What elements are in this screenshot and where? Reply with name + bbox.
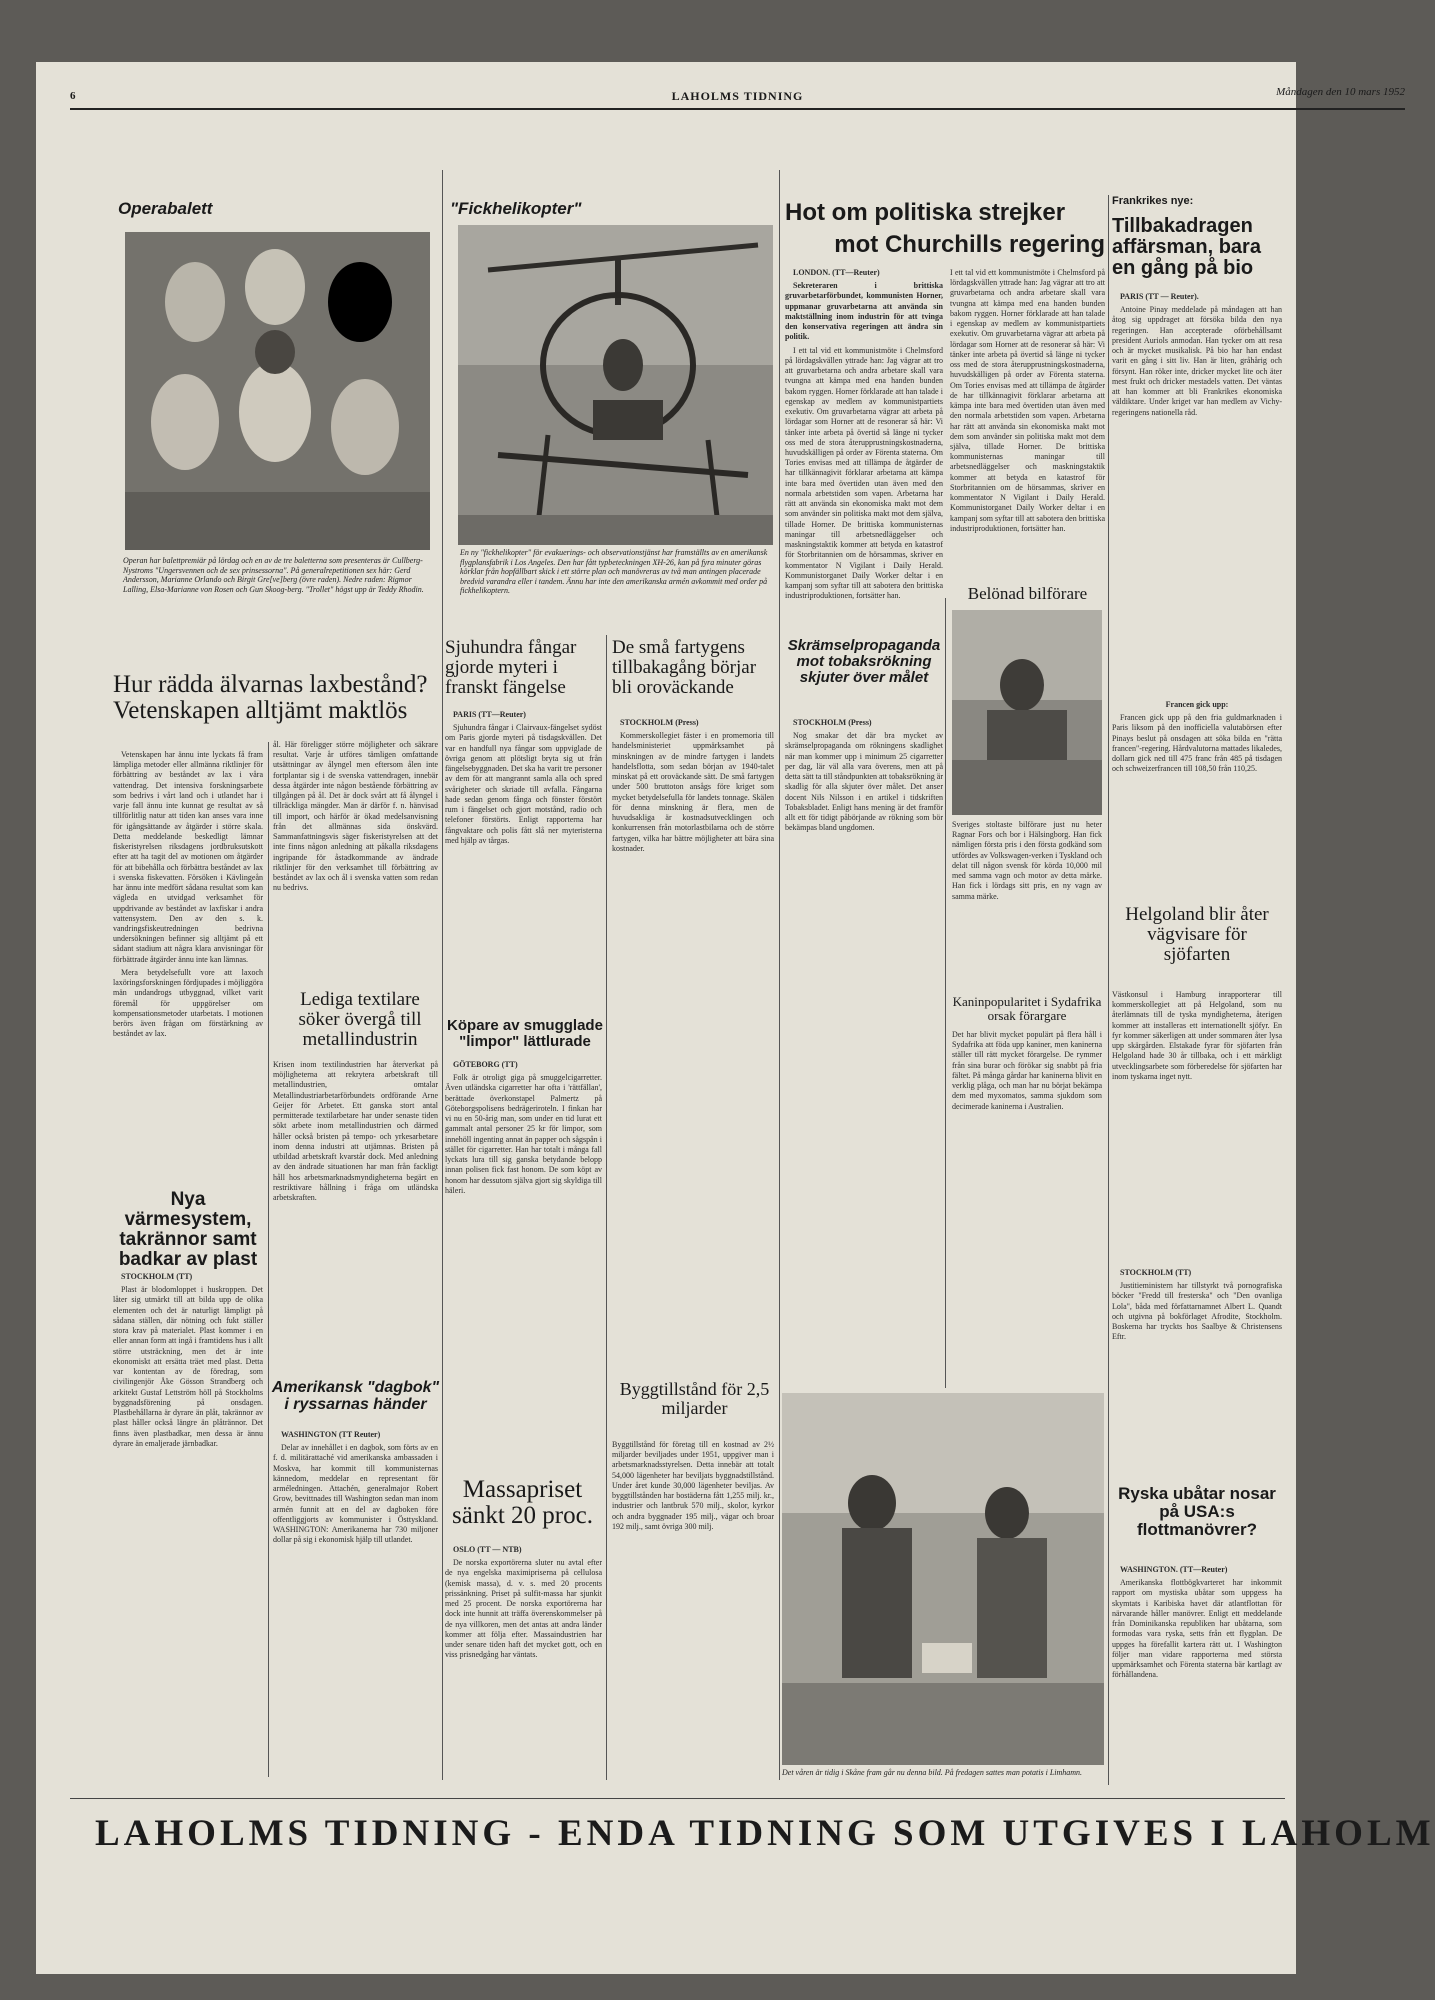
sjuhundra-dateline: PARIS (TT—Reuter) — [453, 710, 526, 719]
potato-planting-photo — [782, 1393, 1104, 1765]
ubatar-text: Amerikanska flottbögkvarteret har inkommit rapport om mystiska ubåtar som uppgess ha skymtats i Karibiska havet där atlantflottan för närvarande håller manövrer. Enligt ett meddelande från Dominikanska republiken har ubåtarna, som formodas vara ryska, setts från ett flygplan. De uppges ha förefallit kartera rätt ut. I Washington följer man vidare rapporterna med största uppmärksamhet och Förenta staterna bär kartlagt av förhållandena. — [1112, 1578, 1282, 1680]
fartygen-dateline: STOCKHOLM (Press) — [620, 718, 699, 727]
varmesystem-body — [113, 1272, 263, 1772]
textilare-headline: Lediga textilare söker övergå till metallindustrin — [298, 989, 422, 1050]
smugglade-text: Folk är otroligt giga på smuggelcigarretter. Även utländska cigarretter har ofta i 'rättfällan', berättade överkonstapel Palmertz på Göteborgspolisens bedrägeriroteln. I finkan har vi nu en 50-årig man, som under en tid lurat ett gammalt antal personer 25 kr för limpor, som innehöll ingenting annat än papper och sågspån i stället för cigarretter. Han har totalt i många fall lyckats lura till sig ganska betydande belopp innan polisen fick fast honom. De som köpt av honom har dessutom själva gjort sig skyldiga till häleri. — [445, 1073, 602, 1195]
porr-body — [1112, 1268, 1282, 1468]
laxbestand-body — [113, 750, 263, 1175]
varmesystem-headline: Nya värmesystem, takrännor samt badkar av plast — [118, 1189, 258, 1270]
operabalett-title: Operabalett — [118, 199, 213, 218]
tobak-dateline: STOCKHOLM (Press) — [793, 718, 872, 727]
sjuhundra-text: Sjuhundra fångar i Clairvaux-fängelset sydöst om Paris gjorde myteri på tisdagskvällen. Det var en handfull nya fångar som uppviglade de övriga genom att plötsligt bryta sig ut från fängelsebyggnaden. Det ska ha varit tre personer av dem för att mangrannt samla alla och spred svårigheter och skriade till avfalla. Fångarna hade sedan genom fånga och fönster förstört rum i fängelset och gjort motstånd, radio och telefoner förstörts. Enligt rapporterna har fångvaktare och polis fått slå ner myteristerna med hjälp av tårgas. — [445, 723, 602, 845]
sjuhundra-body — [445, 710, 602, 1010]
column-rule — [442, 170, 443, 1780]
churchill-body — [785, 268, 943, 601]
churchill-headline-2: mot Churchills regering — [834, 231, 1105, 258]
issue-date: Måndagen den 10 mars 1952 — [1276, 86, 1405, 98]
byggtillstand-headline: Byggtillstånd för 2,5 miljarder — [619, 1379, 770, 1418]
helicopter-photo — [458, 225, 773, 545]
column-rule — [606, 635, 607, 1780]
helgoland-body: Västkonsul i Hamburg inrapporterar till kommerskollegiet att på Helgoland, som nu återlämnats till de tyska myndigheterna, återigen kommer att installeras ett internationellt sjöfyr. En fyr kommer säkerligen att under sommaren åter lysa upp skärgården. Elstakade fyrar för sjöfarten från Helgoland hade 30 år tillbaka, och i ett märkligt utvecklingsarbete som förberedelse för sjöfarten har inom tyskarna inget nytt. — [1112, 990, 1282, 1081]
ballet-photo — [125, 232, 430, 550]
porr-text: Justitieministern har tillstyrkt två pornografiska böcker "Fredd till fresterska" och "Den ovanliga Lola", båda med författarnamnet Albert L. Quandt och utgivna på bokförlaget Afrodite, Stockholm. Boskerna har tryckts hos Saalbye & Christensens Eftr. — [1112, 1281, 1282, 1342]
laxbestand-text2: Mera betydelsefullt vore att laxoch laxöringsforskningen fördjupades i möjliggöra män undandrogs utbyggnad, vilket varit föremål för uppgörelser om kompensationsmetoder utarbetats. I motionen berörs även frågan om förstärkning av beståndet av lax. — [113, 967, 263, 1039]
tobak-text: Nog smakar det där bra mycket av skrämselpropaganda om rökningens skadlighet när man kommer upp i minimum 25 cigarretter per dag, lär väl alla vara överens, men att på detta sätt ta till ståndpunkten att tobaksrökning är skadlig för alla skjuter över målet. Det anser docent Nils Nilsson i en artikel i tidskriften Tobaksbladet. Enligt hans mening är det framför allt ett för tidigt påbörjande av rökning som bör bekämpas bland ungdomen. — [785, 731, 943, 833]
fartygen-headline: De små fartygens tillbakagång börjar bli oroväckande — [612, 637, 757, 698]
massapriset-text: De norska exportörerna sluter nu avtal efter de nya engelska maximipriserna på cellulosa (kemisk massa), d. v. s. med 20 procents prissänkning. Priset på sulfit-massa har sjunkit med 25 procent. De norska exportörerna har dock inte hunnit att träffa överenskommelser på de nya villkoren, men det antas att andra länder kommer att följa efter. Massaindustrien har under senare tiden haft det mycket gott, och en viss prisnedgång har väntats. — [445, 1558, 602, 1660]
sjuhundra-headline: Sjuhundra fångar gjorde myteri i franskt fängelse — [445, 637, 577, 698]
smugglade-headline: Köpare av smugglade "limpor" lättlurade — [447, 1017, 603, 1050]
bottom-photo-caption: Det våren är tidig i Skåne fram går nu denna bild. På fredagen sattes man potatis i Limhamn. — [782, 1768, 1083, 1777]
smugglade-body — [445, 1060, 602, 1460]
byggtillstand-body: Byggtillstånd för företag till en kostnad av 2½ miljarder beviljades under 1951, uppgiver man i arbetsmarknadsstyrelsen. Detta innebär att totalt 54,000 lägenheter har beviljats byggnadstillstånd. Under året kunde 30,000 lägenheter beviljas. Av byggtillstånden har bostäderna fått 1,255 milj. kr., industrier och lantbruk 570 milj., skolor, kyrkor och andra byggnader 195 milj., vägar och broar 192 milj., samt övriga 300 milj. — [612, 1440, 774, 1531]
smugglade-dateline: GÖTEBORG (TT) — [453, 1060, 518, 1069]
fartygen-text: Kommerskollegiet fäster i en promemoria till handelsministeriet uppmärksamhet på minskningen av de mindre fartygen i landets handelsflotta, som sedan början av 1940-talet minskat på ett oroväckande sätt. De små fartygen under 500 bruttoton ansågs före kriget som mycket betydelsefulla för landets tonnage. Skälen för denna minskning är flera, men de huvudsakliga är kostnadsutvecklingen och konkurrensen från motorlastbilarna och de större fartygen, vilka har bättre möjligheter att bära sina kostnader. — [612, 731, 774, 853]
varmesystem-text: Plast är blodomloppet i huskroppen. Det låter sig utmärkt till att bilda upp de olika elementen och det är naturligt lämpligt på sådana ställen, där nötning och fukt ställer stora krav på materialet. Plast kommer i en eller annan form att ingå i framtidens hus i allt större utsträckning, men det är inte ekonomiskt att ersätta träet med plast. Detta var kontentan av de föredrag, som civilingenjör Åke Gösson Strandberg och arkitekt Gustaf Lettström höll på Stockholms byggnadsförening på onsdagen. Plastbehållarna är dyrare än plåt, takrännor av plast håller också längre än plåtrännor. Det finns även plastbadkar, men dessa är ännu dyrare än emaljerade järnbadkar. — [113, 1285, 263, 1448]
dagbok-text: Delar av innehållet i en dagbok, som förts av en f. d. militärattaché vid amerikanska ambassaden i Moskva, har kommit till kommunisternas kännedom, meddelar en representant för arméledningen. Attachén, generalmajor Robert Grow, bevittnades till Washington sedan man inom armén funnit att en del av dagboken före offentliggjorts av kommunister i Östtyskland. WASHINGTON: Amerikanerna har 730 miljoner dollar på sig i ekonomisk hjälp till utlandet. — [273, 1443, 438, 1545]
textilare-body: Krisen inom textilindustrien har återverkat på möjligheterna att rekrytera arbetskraft till metallindustrien, omtalar Metallindustriarbetarförbundets ordförande Arne Geijer för Arbetet. Ett ganska stort antal permitterade textilarbetare har under senaste tiden sökt arbete inom metallindustrien och därmed håller också bristen på tempo- och yrkesarbetare inom denna industri att utjämnas. Bristen på utbildad arbetskraft kvarstår dock. Med anledning av den ändrade situationen har man från fackligt håll hos arbetsmarknadsmyndigheterna begärt en restriktivare hållning i fråga om utländska arbetskraften. — [273, 1060, 438, 1203]
churchill-text: I ett tal vid ett kommunistmöte i Chelmsford på lördagskvällen yttrade han: Jag vägrar att tro att gruvarbetarna och andra arbetare skall vara tvungna att kämpa med ena handen bunden bakom ryggen. Horner förklarade att han talade i egenskap av medlem av kommunistpartiets exekutiv. Om gruvarbetarna vägrar att arbeta på lördagar som Horner att de resonerar så här: Vi tänker inte arbeta på övertid så länge ni tycker oss med de stora återupprustningskostnaderna, huvudskälligen på order av Förenta staterna. Om Tories envisas med att tillämpa de åtgärder de har tillkännagivit förklarar arbetarna att kämpa inte bara med övertiden utan även med den normala arbetstiden som vapen. Arbetarna har rätt att använda sin ekonomiska makt mot dem som använder sin politiska makt mot dem själva, tillade Horner. De brittiska kommunisternas maningar till arbetsnedläggelser och maskningstaktik kommer att betyda en katastrof för Storbritannien om de hörsammas, skriver en kommentator N Vigilant i Daily Herald. Kommunistorganet Daily Worker deltar i en kampanj som syftar till att sabotera den brittiska industriproduktionen, fortsätter han. — [785, 345, 943, 601]
banner-rule — [70, 1798, 1285, 1799]
frankrike-text: Antoine Pinay meddelade på måndagen att han åtog sig uppdraget att försöka bilda den nya regeringen. Han accepterade oförbehållsamt president Auriols anmodan. Han tycker om att resa och är mycket musikalisk. På bio har han endast varit en gång i sitt liv. Han är liten, gråhårig och försynt. Han röker inte, dricker mycket lite och äter mest frukt och dricker mestadels vatten. Det väntas att han kommer att bli Frankrikes ekonomiska väldiktare. Under kriget var han medlem av Vichy-regeringens nationella råd. — [1112, 305, 1282, 417]
frankrike-kicker: Frankrikes nye: — [1112, 195, 1194, 207]
column-rule — [268, 742, 269, 1777]
porr-dateline: STOCKHOLM (TT) — [1120, 1268, 1192, 1277]
page-number: 6 — [70, 90, 76, 102]
francen-body — [1112, 700, 1282, 898]
frankrike-body — [1112, 292, 1282, 692]
operabalett-caption: Operan har balettpremiär på lördag och en av de tre baletterna som presenteras är Cullberg-Nystroms "Ungersvennen och de sex prinsessorna". På generalrepetitionen sex här: Gerd Andersson, Marianne Orlando och Birgit Gre[ve]berg (övre raden). Nedre raden: Rigmor Lalling, Elsa-Marianne von Rosen och Gun Skoog-berg. "Trollet" högst upp är Teddy Rhodin. — [123, 556, 424, 594]
kanin-body: Det har blivit mycket populärt på flera håll i Sydafrika att föda upp kaniner, men kaninerna ställer till rätt mycket förargelse. De rymmer från sina burar och förökar sig snabbt på fria fältet. På många gårdar har kaninerna blivit en verklig plåga, och man har nu börjat bekämpa dem med myxomatos, samma sjukdom som decimerade kaninerna i Australien. — [952, 1030, 1102, 1111]
massapriset-dateline: OSLO (TT — NTB) — [453, 1545, 522, 1554]
massapriset-headline: Massapriset sänkt 20 proc. — [452, 1476, 593, 1530]
ubatar-headline: Ryska ubåtar nosar på USA:s flottmanövrer? — [1118, 1484, 1276, 1539]
massapriset-body — [445, 1545, 602, 1775]
kanin-headline: Kaninpopularitet i Sydafrika orsak förargare — [952, 994, 1102, 1023]
francen-subhead: Francen gick upp: — [1165, 700, 1229, 709]
laxbestand-text: Vetenskapen har ännu inte lyckats få fram lämpliga metoder eller allmänna riktlinjer för förbättring av beståndet av lax i våra vattendrag. Det intensiva forskningsarbete som bedrivs i vårt land och i utlandet har i varje fall ännu inte kunnat ge resultat av så tillförlitlig natur att tiden kan anses vara inne för igångsättande av åtgärder i större skala. Detta meddelande beskedligt lämnar fiskeristyrelsen riksdagens jordbruksutskott efter att ha tagit del av motionen om åtgärder för att bibehålla och förbättra beståndet av lax i svenska fiskevatten. Försöken i Kävlingeån har ännu inte medfört sådana resultat som kan vägleda en utvidgad verksamhet för uppdrivande av beståndet av laxfiskar i andra vattensystem. Den av den s. k. vandringsfiskeutredningen bedrivna undersökningen befinner sig alltjämt på ett sådant stadium att några klara anvisningar för förbättrade åtgärder ännu inte kan lämnas. — [113, 750, 263, 964]
fartygen-body — [612, 718, 774, 1228]
ubatar-dateline: WASHINGTON. (TT—Reuter) — [1120, 1565, 1228, 1574]
francen-text: Francen gick upp på den fria guldmarknaden i Paris liksom på den inofficiella valutabörsen efter Pinays beslut på onsdagen att söka bilda en "rätta francen"-regering. Hårdvalutorna mattades likaledes, dollarn gick ned till 475 franc från 485 på tisdagen och schweizerfrancen till 108,50 från 110,25. — [1112, 713, 1282, 774]
churchill-headline-1: Hot om politiska strejker — [785, 199, 1066, 226]
dagbok-headline: Amerikansk "dagbok" i ryssarnas händer — [271, 1379, 440, 1413]
tobak-headline: Skrämselpropaganda mot tobaksrökning skjuter över målet — [787, 637, 941, 686]
column-rule — [779, 170, 780, 1780]
bilforare-body: Sveriges stoltaste bilförare just nu heter Ragnar Fors och bor i Hälsingborg. Han fick nämligen första pris i den första godkänd som utfördes av Volkswagen-verken i Tyskland och delat till någon svensk för körda 10,000 mil med samma vagn och motor av detta märke. Han fick i lördags sitt pris, en ny vagn av samma märke. — [952, 820, 1102, 901]
bilforare-headline: Belönad bilförare — [967, 584, 1088, 603]
laxbestand-body-col2: ål. Här föreligger större möjligheter och säkrare resultat. Varje år utföres tämligen omfattande utsättningar av ålyngel men eftersom ålen inte fortplantar sig i de svenska vattendragen, innebär dessa åtgärder inte någon bestående förbättring av tillgången på ål. Det är dock svårt att få ålyngel i tillräckliga mängder. Man är därför f. n. hänvisad till import, och härför är ökad medelsanvisning från det allmännas sida önskvärd. Sammanfattningsvis säger fiskeristyrelsen att det inte finns någon anledning att påkalla riksdagens ingripande för åstadkommande av ändrade riktlinjer för den verksamhet till förbättring av beståndet av lax och ål i svenska vatten som redan nu bedrivs. — [273, 740, 438, 893]
churchill-body-col2: I ett tal vid ett kommunistmöte i Chelmsford på lördagskvällen yttrade han: Jag vägrar att tro att gruvarbetarna och andra arbetare skall vara tvungna att kämpa med ena handen bunden bakom ryggen. Horner förklarade att han talade i egenskap av medlem av kommunistpartiets exekutiv. Om gruvarbetarna vägrar att arbeta på lördagar som Horner att de resonerar så här: Vi tänker inte arbeta på övertid så länge ni tycker oss med de stora återupprustningskostnaderna, huvudskälligen på order av Förenta staterna. Om Tories envisas med att tillämpa de åtgärder de har tillkännagivit förklarar arbetarna att kämpa inte bara med övertiden utan även med den normala arbetstiden som vapen. Arbetarna har rätt att använda sin ekonomiska makt mot dem som använder sin politiska makt mot dem själva, tillade Horner. De brittiska kommunisternas maningar till arbetsnedläggelser och maskningstaktik kommer att betyda en katastrof för Storbritannien om de hörsammas, skriver en kommentator N Vigilant i Daily Herald. Kommunistorganet Daily Worker deltar i en kampanj som syftar till att sabotera den brittiska industriproduktionen, fortsätter han. — [950, 268, 1105, 533]
dagbok-body — [273, 1430, 438, 1775]
fickhelikopter-caption: En ny "fickhelikopter" för evakuerings- och observationstjänst har framställts av en amerikansk flygplansfabrik i Los Angeles. Den har fått typbeteckningen XH-26, kan på fyra minuter göras körklar från hopfällbart skick i ett större plan och manövreras av två man antingen placerade bredvid varandra eller i tandem. Ännu har inte den amerikanska armén avkommit med order på fickhelikoptern. — [460, 548, 768, 596]
column-rule — [945, 598, 946, 1388]
frankrike-dateline: PARIS (TT — Reuter). — [1120, 292, 1199, 301]
dagbok-dateline: WASHINGTON (TT Reuter) — [281, 1430, 381, 1439]
varmesystem-dateline: STOCKHOLM (TT) — [121, 1272, 193, 1281]
frankrike-headline: Tillbakadragen affärsman, bara en gång på bio — [1112, 215, 1261, 279]
column-rule — [1108, 195, 1109, 1785]
page-header — [70, 86, 1405, 110]
ubatar-body — [1112, 1565, 1282, 1775]
car-driver-photo — [952, 610, 1102, 815]
churchill-lead: Sekreteraren i brittiska gruvarbetarförbundet, kommunisten Horner, uppmanar gruvarbetarna att använda sin maktställning inom industrin för att tvinga den konservativa regeringen att ändra sin politik. — [785, 281, 943, 342]
laxbestand-headline: Hur rädda älvarnas laxbestånd? Vetenskapen alltjämt maktlös — [113, 671, 428, 725]
bottom-banner: LAHOLMS TIDNING - ENDA TIDNING SOM UTGIVES I LAHOLM — [95, 1813, 1435, 1854]
helgoland-headline: Helgoland blir åter vägvisare för sjöfarten — [1125, 904, 1269, 965]
masthead: LAHOLMS TIDNING — [671, 89, 804, 103]
churchill-dateline: LONDON. (TT—Reuter) — [793, 268, 880, 277]
fickhelikopter-title: "Fickhelikopter" — [450, 199, 582, 218]
tobak-body — [785, 718, 943, 1373]
